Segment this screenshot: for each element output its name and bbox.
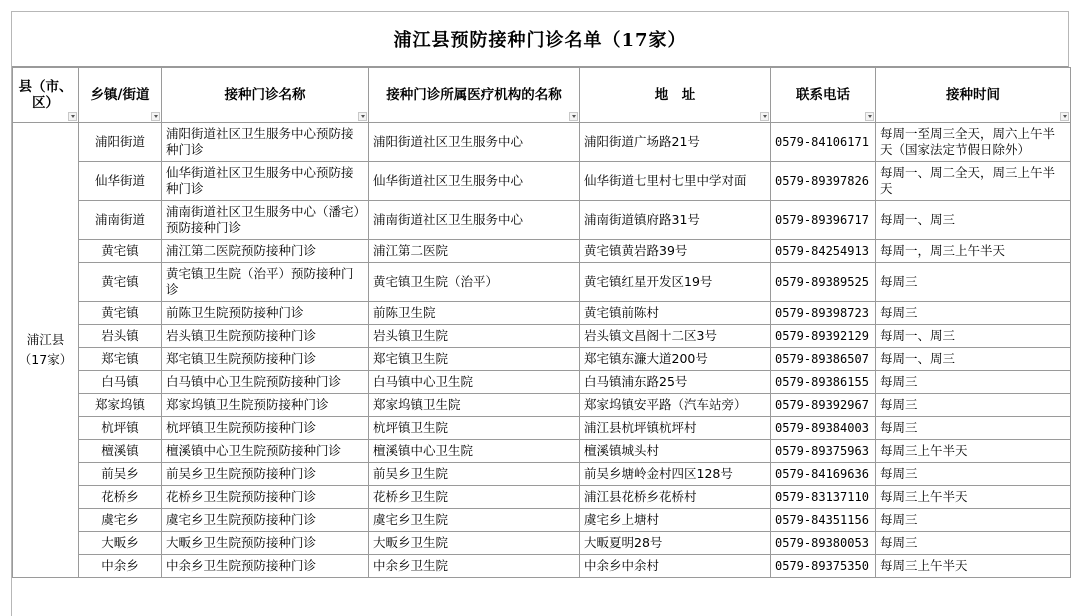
hours-cell[interactable]: 每周三上午半天	[876, 440, 1071, 463]
institution-cell[interactable]: 岩头镇卫生院	[369, 325, 580, 348]
institution-cell[interactable]: 白马镇中心卫生院	[369, 371, 580, 394]
clinic-name-cell[interactable]: 郑宅镇卫生院预防接种门诊	[162, 348, 369, 371]
header-hours[interactable]: 接种时间	[876, 68, 1071, 123]
filter-dropdown-icon[interactable]	[760, 112, 769, 121]
address-cell[interactable]: 前吴乡塘岭金村四区128号	[580, 463, 771, 486]
clinic-table	[12, 67, 1071, 578]
clinic-name-cell[interactable]: 虞宅乡卫生院预防接种门诊	[162, 509, 369, 532]
address-cell[interactable]: 中余乡中余村	[580, 555, 771, 578]
institution-cell[interactable]: 大畈乡卫生院	[369, 532, 580, 555]
table-row	[13, 123, 1071, 162]
hours-cell[interactable]: 每周一、周三	[876, 325, 1071, 348]
hours-cell[interactable]: 每周三	[876, 417, 1071, 440]
phone-cell[interactable]: 0579-89397826	[771, 162, 876, 201]
address-cell[interactable]: 黄宅镇黄岩路39号	[580, 240, 771, 263]
clinic-name-cell[interactable]: 中余乡卫生院预防接种门诊	[162, 555, 369, 578]
hours-cell[interactable]: 每周三	[876, 263, 1071, 302]
institution-cell[interactable]: 檀溪镇中心卫生院	[369, 440, 580, 463]
institution-cell[interactable]: 杭坪镇卫生院	[369, 417, 580, 440]
table-row	[13, 263, 1071, 302]
clinic-name-cell[interactable]: 浦阳街道社区卫生服务中心预防接种门诊	[162, 123, 369, 162]
town-cell[interactable]: 杭坪镇	[79, 417, 162, 440]
town-cell[interactable]: 虞宅乡	[79, 509, 162, 532]
clinic-name-cell[interactable]: 白马镇中心卫生院预防接种门诊	[162, 371, 369, 394]
town-cell[interactable]: 仙华街道	[79, 162, 162, 201]
institution-cell[interactable]: 郑家坞镇卫生院	[369, 394, 580, 417]
hours-cell[interactable]: 每周三	[876, 394, 1071, 417]
address-cell[interactable]: 浦江县杭坪镇杭坪村	[580, 417, 771, 440]
clinic-name-cell[interactable]: 仙华街道社区卫生服务中心预防接种门诊	[162, 162, 369, 201]
county-name: 浦江县	[26, 332, 65, 347]
phone-cell[interactable]: 0579-89386155	[771, 371, 876, 394]
address-cell[interactable]: 檀溪镇城头村	[580, 440, 771, 463]
institution-cell[interactable]: 前吴乡卫生院	[369, 463, 580, 486]
town-cell[interactable]: 岩头镇	[79, 325, 162, 348]
table-row	[13, 162, 1071, 201]
town-cell[interactable]: 浦阳街道	[79, 123, 162, 162]
institution-cell[interactable]: 花桥乡卫生院	[369, 486, 580, 509]
institution-cell[interactable]: 浦阳街道社区卫生服务中心	[369, 123, 580, 162]
institution-cell[interactable]: 前陈卫生院	[369, 302, 580, 325]
address-cell[interactable]: 大畈夏明28号	[580, 532, 771, 555]
table-row	[13, 394, 1071, 417]
phone-cell[interactable]: 0579-89398723	[771, 302, 876, 325]
clinic-name-cell[interactable]: 花桥乡卫生院预防接种门诊	[162, 486, 369, 509]
table-row	[13, 532, 1071, 555]
filter-dropdown-icon[interactable]	[865, 112, 874, 121]
hours-cell[interactable]: 每周三上午半天	[876, 486, 1071, 509]
hours-cell[interactable]: 每周一、周三	[876, 348, 1071, 371]
hours-cell[interactable]: 每周三	[876, 302, 1071, 325]
address-cell[interactable]: 黄宅镇红星开发区19号	[580, 263, 771, 302]
town-cell[interactable]: 大畈乡	[79, 532, 162, 555]
clinic-name-cell[interactable]: 黄宅镇卫生院（治平）预防接种门诊	[162, 263, 369, 302]
table-row	[13, 463, 1071, 486]
address-cell[interactable]: 浦阳街道广场路21号	[580, 123, 771, 162]
town-cell[interactable]: 郑家坞镇	[79, 394, 162, 417]
header-address[interactable]: 地 址	[580, 68, 771, 123]
phone-cell[interactable]: 0579-89396717	[771, 201, 876, 240]
hours-cell[interactable]: 每周一、周三	[876, 201, 1071, 240]
town-cell[interactable]: 黄宅镇	[79, 302, 162, 325]
address-cell[interactable]: 郑家坞镇安平路（汽车站旁）	[580, 394, 771, 417]
address-cell[interactable]: 郑宅镇东濂大道200号	[580, 348, 771, 371]
phone-cell[interactable]: 0579-89380053	[771, 532, 876, 555]
town-cell[interactable]: 黄宅镇	[79, 240, 162, 263]
town-cell[interactable]: 浦南街道	[79, 201, 162, 240]
table-row	[13, 201, 1071, 240]
town-cell[interactable]: 中余乡	[79, 555, 162, 578]
filter-dropdown-icon[interactable]	[68, 112, 77, 121]
table-row	[13, 348, 1071, 371]
header-phone[interactable]: 联系电话	[771, 68, 876, 123]
hours-cell[interactable]: 每周一、周二全天，周三上午半天	[876, 162, 1071, 201]
header-clinic[interactable]: 接种门诊名称	[162, 68, 369, 123]
table-row	[13, 417, 1071, 440]
filter-dropdown-icon[interactable]	[358, 112, 367, 121]
institution-cell[interactable]: 仙华街道社区卫生服务中心	[369, 162, 580, 201]
clinic-name-cell[interactable]: 浦南街道社区卫生服务中心（潘宅）预防接种门诊	[162, 201, 369, 240]
clinic-name-cell[interactable]: 郑家坞镇卫生院预防接种门诊	[162, 394, 369, 417]
address-cell[interactable]: 黄宅镇前陈村	[580, 302, 771, 325]
town-cell[interactable]: 白马镇	[79, 371, 162, 394]
address-cell[interactable]: 浦南街道镇府路31号	[580, 201, 771, 240]
institution-cell[interactable]: 中余乡卫生院	[369, 555, 580, 578]
town-cell[interactable]: 黄宅镇	[79, 263, 162, 302]
table-row	[13, 440, 1071, 463]
phone-cell[interactable]: 0579-89392129	[771, 325, 876, 348]
institution-cell[interactable]: 浦江第二医院	[369, 240, 580, 263]
county-count: （17家）	[18, 352, 73, 367]
address-cell[interactable]: 仙华街道七里村七里中学对面	[580, 162, 771, 201]
phone-cell[interactable]: 0579-89384003	[771, 417, 876, 440]
phone-cell[interactable]: 0579-89375350	[771, 555, 876, 578]
table-row	[13, 240, 1071, 263]
phone-cell[interactable]: 0579-83137110	[771, 486, 876, 509]
phone-cell[interactable]: 0579-89392967	[771, 394, 876, 417]
table-row	[13, 302, 1071, 325]
address-cell[interactable]: 白马镇浦东路25号	[580, 371, 771, 394]
hours-cell[interactable]: 每周三	[876, 532, 1071, 555]
institution-cell[interactable]: 黄宅镇卫生院（治平）	[369, 263, 580, 302]
table-row	[13, 371, 1071, 394]
town-cell[interactable]: 郑宅镇	[79, 348, 162, 371]
address-cell[interactable]: 岩头镇文昌阁十二区3号	[580, 325, 771, 348]
table-body	[13, 123, 1071, 578]
clinic-name-cell[interactable]: 杭坪镇卫生院预防接种门诊	[162, 417, 369, 440]
town-cell[interactable]: 花桥乡	[79, 486, 162, 509]
header-county[interactable]: 县（市、区）	[13, 68, 79, 123]
county-cell[interactable]	[13, 123, 79, 578]
hours-cell[interactable]: 每周三	[876, 371, 1071, 394]
table-row	[13, 555, 1071, 578]
phone-cell[interactable]: 0579-84351156	[771, 509, 876, 532]
town-cell[interactable]: 前吴乡	[79, 463, 162, 486]
filter-dropdown-icon[interactable]	[1060, 112, 1069, 121]
address-cell[interactable]: 虞宅乡上塘村	[580, 509, 771, 532]
institution-cell[interactable]: 浦南街道社区卫生服务中心	[369, 201, 580, 240]
clinic-name-cell[interactable]: 大畈乡卫生院预防接种门诊	[162, 532, 369, 555]
institution-cell[interactable]: 虞宅乡卫生院	[369, 509, 580, 532]
hours-cell[interactable]: 每周一，周三上午半天	[876, 240, 1071, 263]
header-town[interactable]: 乡镇/街道	[79, 68, 162, 123]
phone-cell[interactable]: 0579-89386507	[771, 348, 876, 371]
page-title: 浦江县预防接种门诊名单（17家）	[12, 12, 1069, 67]
hours-cell[interactable]: 每周三	[876, 463, 1071, 486]
table-row	[13, 486, 1071, 509]
address-cell[interactable]: 浦江县花桥乡花桥村	[580, 486, 771, 509]
clinic-name-cell[interactable]: 前陈卫生院预防接种门诊	[162, 302, 369, 325]
phone-cell[interactable]: 0579-89375963	[771, 440, 876, 463]
phone-cell[interactable]: 0579-84169636	[771, 463, 876, 486]
clinic-name-cell[interactable]: 岩头镇卫生院预防接种门诊	[162, 325, 369, 348]
hours-cell[interactable]: 每周三	[876, 509, 1071, 532]
clinic-name-cell[interactable]: 浦江第二医院预防接种门诊	[162, 240, 369, 263]
header-row	[13, 68, 1071, 123]
table-row	[13, 325, 1071, 348]
table-row	[13, 509, 1071, 532]
hours-cell[interactable]: 每周三上午半天	[876, 555, 1071, 578]
spreadsheet	[11, 11, 1069, 616]
phone-cell[interactable]: 0579-84254913	[771, 240, 876, 263]
phone-cell[interactable]: 0579-89389525	[771, 263, 876, 302]
phone-cell[interactable]: 0579-84106171	[771, 123, 876, 162]
filter-dropdown-icon[interactable]	[569, 112, 578, 121]
town-cell[interactable]: 檀溪镇	[79, 440, 162, 463]
institution-cell[interactable]: 郑宅镇卫生院	[369, 348, 580, 371]
hours-cell[interactable]: 每周一至周三全天，周六上午半天（国家法定节假日除外）	[876, 123, 1071, 162]
header-institution[interactable]: 接种门诊所属医疗机构的名称	[369, 68, 580, 123]
filter-dropdown-icon[interactable]	[151, 112, 160, 121]
clinic-name-cell[interactable]: 檀溪镇中心卫生院预防接种门诊	[162, 440, 369, 463]
clinic-name-cell[interactable]: 前吴乡卫生院预防接种门诊	[162, 463, 369, 486]
